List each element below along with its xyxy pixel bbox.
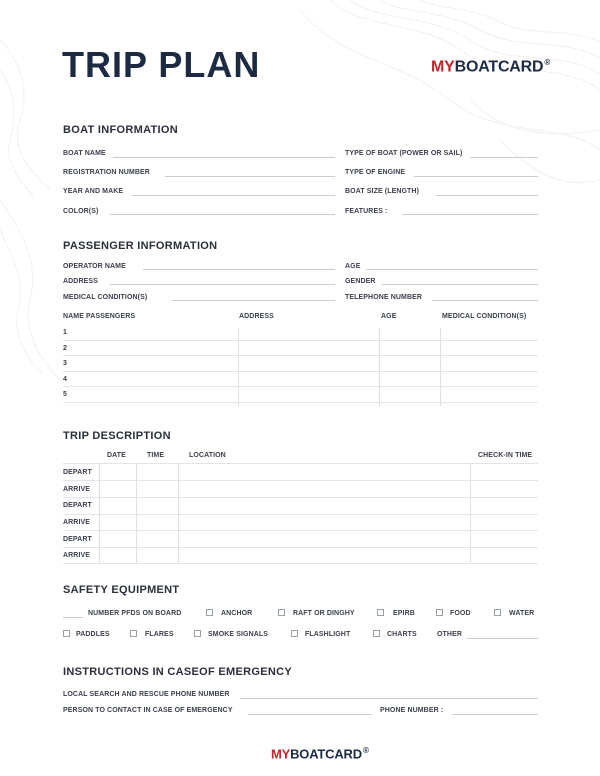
telephone-field[interactable]	[432, 300, 538, 301]
passenger-column-divider	[440, 328, 441, 406]
local-search-label: LOCAL SEARCH AND RESCUE PHONE NUMBER	[63, 691, 230, 698]
trip-row[interactable]	[63, 514, 538, 515]
passenger-row-number: 5	[63, 391, 67, 398]
boat-size-field[interactable]	[436, 195, 538, 196]
passenger-row-number: 4	[63, 376, 67, 383]
local-search-field[interactable]	[240, 698, 538, 699]
smoke-signals-checkbox[interactable]	[194, 630, 201, 637]
passenger-table-header-medical: MEDICAL CONDITION(S)	[442, 313, 527, 320]
gender-label: GENDER	[345, 278, 376, 285]
year-make-label: YEAR AND MAKE	[63, 188, 124, 195]
passenger-row-number: 2	[63, 345, 67, 352]
trip-column-divider	[470, 463, 471, 563]
passenger-column-divider	[238, 328, 239, 406]
telephone-label: TELEPHONE NUMBER	[345, 294, 423, 301]
passenger-table-header-name: NAME PASSENGERS	[63, 313, 136, 320]
flares-label: FLARES	[145, 631, 174, 638]
paddles-checkbox[interactable]	[63, 630, 70, 637]
pfds-count-field[interactable]	[63, 617, 83, 618]
trip-row-label: DEPART	[63, 502, 92, 509]
trip-row-label: DEPART	[63, 469, 92, 476]
passenger-information-heading: PASSENGER INFORMATION	[63, 240, 218, 252]
features-label: FEATURES :	[345, 208, 388, 215]
trip-row-label: ARRIVE	[63, 486, 91, 493]
passenger-row-number: 1	[63, 329, 67, 336]
trip-description-heading: TRIP DESCRIPTION	[63, 430, 171, 442]
operator-name-field[interactable]	[143, 269, 335, 270]
trip-row[interactable]	[63, 497, 538, 498]
colors-field[interactable]	[110, 214, 335, 215]
passenger-column-divider	[379, 328, 380, 406]
trip-row-label: DEPART	[63, 536, 92, 543]
trip-row-label: ARRIVE	[63, 519, 91, 526]
features-field[interactable]	[402, 214, 538, 215]
type-of-boat-field[interactable]	[470, 157, 538, 158]
trip-row[interactable]	[63, 530, 538, 531]
trip-column-divider	[178, 463, 179, 563]
trip-row-label: ARRIVE	[63, 552, 91, 559]
food-checkbox[interactable]	[436, 609, 443, 616]
passenger-row[interactable]	[63, 371, 538, 372]
number-pfds-label: NUMBER PFDS ON BOARD	[88, 610, 182, 617]
address-field[interactable]	[110, 284, 335, 285]
passenger-row-number: 3	[63, 360, 67, 367]
paddles-label: PADDLES	[76, 631, 110, 638]
age-field[interactable]	[366, 269, 538, 270]
medical-label: MEDICAL CONDITION(S)	[63, 294, 148, 301]
person-contact-label: PERSON TO CONTACT IN CASE OF EMERGENCY	[63, 707, 233, 714]
gender-field[interactable]	[382, 284, 538, 285]
anchor-checkbox[interactable]	[206, 609, 213, 616]
type-of-engine-label: TYPE OF ENGINE	[345, 169, 406, 176]
passenger-row[interactable]	[63, 402, 538, 403]
brand-logo: MYBOATCARD®	[431, 58, 551, 76]
epirb-label: EPIRB	[393, 610, 415, 617]
passenger-row[interactable]	[63, 386, 538, 387]
boat-information-heading: BOAT INFORMATION	[63, 124, 178, 136]
raft-label: RAFT OR DINGHY	[293, 610, 355, 617]
flashlight-checkbox[interactable]	[291, 630, 298, 637]
smoke-signals-label: SMOKE SIGNALS	[208, 631, 269, 638]
flares-checkbox[interactable]	[130, 630, 137, 637]
trip-table-border	[63, 463, 538, 464]
passenger-row[interactable]	[63, 355, 538, 356]
water-checkbox[interactable]	[494, 609, 501, 616]
type-of-engine-field[interactable]	[414, 176, 538, 177]
trip-header-date: DATE	[107, 452, 126, 459]
raft-checkbox[interactable]	[278, 609, 285, 616]
safety-equipment-heading: SAFETY EQUIPMENT	[63, 584, 180, 596]
address-label: ADDRESS	[63, 278, 98, 285]
medical-field[interactable]	[172, 300, 335, 301]
other-label: OTHER	[437, 631, 462, 638]
age-label: AGE	[345, 263, 361, 270]
other-field[interactable]	[467, 638, 538, 639]
registration-field[interactable]	[165, 176, 335, 177]
trip-header-time: TIME	[147, 452, 165, 459]
trip-column-divider	[136, 463, 137, 563]
year-make-field[interactable]	[132, 195, 335, 196]
trip-column-divider	[99, 463, 100, 563]
passenger-row[interactable]	[63, 340, 538, 341]
brand-logo-footer: MYBOATCARD®	[271, 746, 369, 762]
flashlight-label: FLASHLIGHT	[305, 631, 351, 638]
boat-size-label: BOAT SIZE (LENGTH)	[345, 188, 419, 195]
page-title: TRIP PLAN	[62, 44, 261, 85]
registration-label: REGISTRATION NUMBER	[63, 169, 150, 176]
trip-header-checkin: CHECK-IN TIME	[478, 452, 533, 459]
phone-number-label: PHONE NUMBER :	[380, 707, 444, 714]
phone-number-field[interactable]	[452, 714, 538, 715]
passenger-table-header-address: ADDRESS	[239, 313, 274, 320]
charts-checkbox[interactable]	[373, 630, 380, 637]
person-contact-field[interactable]	[248, 714, 372, 715]
trip-row[interactable]	[63, 480, 538, 481]
passenger-table-header-age: AGE	[381, 313, 397, 320]
charts-label: CHARTS	[387, 631, 417, 638]
trip-row[interactable]	[63, 563, 538, 564]
trip-row[interactable]	[63, 547, 538, 548]
boat-name-label: BOAT NAME	[63, 150, 106, 157]
anchor-label: ANCHOR	[221, 610, 253, 617]
epirb-checkbox[interactable]	[377, 609, 384, 616]
boat-name-field[interactable]	[113, 157, 335, 158]
type-of-boat-label: TYPE OF BOAT (POWER OR SAIL)	[345, 150, 463, 157]
operator-name-label: OPERATOR NAME	[63, 263, 126, 270]
food-label: FOOD	[450, 610, 471, 617]
emergency-heading: INSTRUCTIONS IN CASEOF EMERGENCY	[63, 666, 293, 678]
trip-header-location: LOCATION	[189, 452, 226, 459]
water-label: WATER	[509, 610, 535, 617]
colors-label: COLOR(S)	[63, 208, 99, 215]
